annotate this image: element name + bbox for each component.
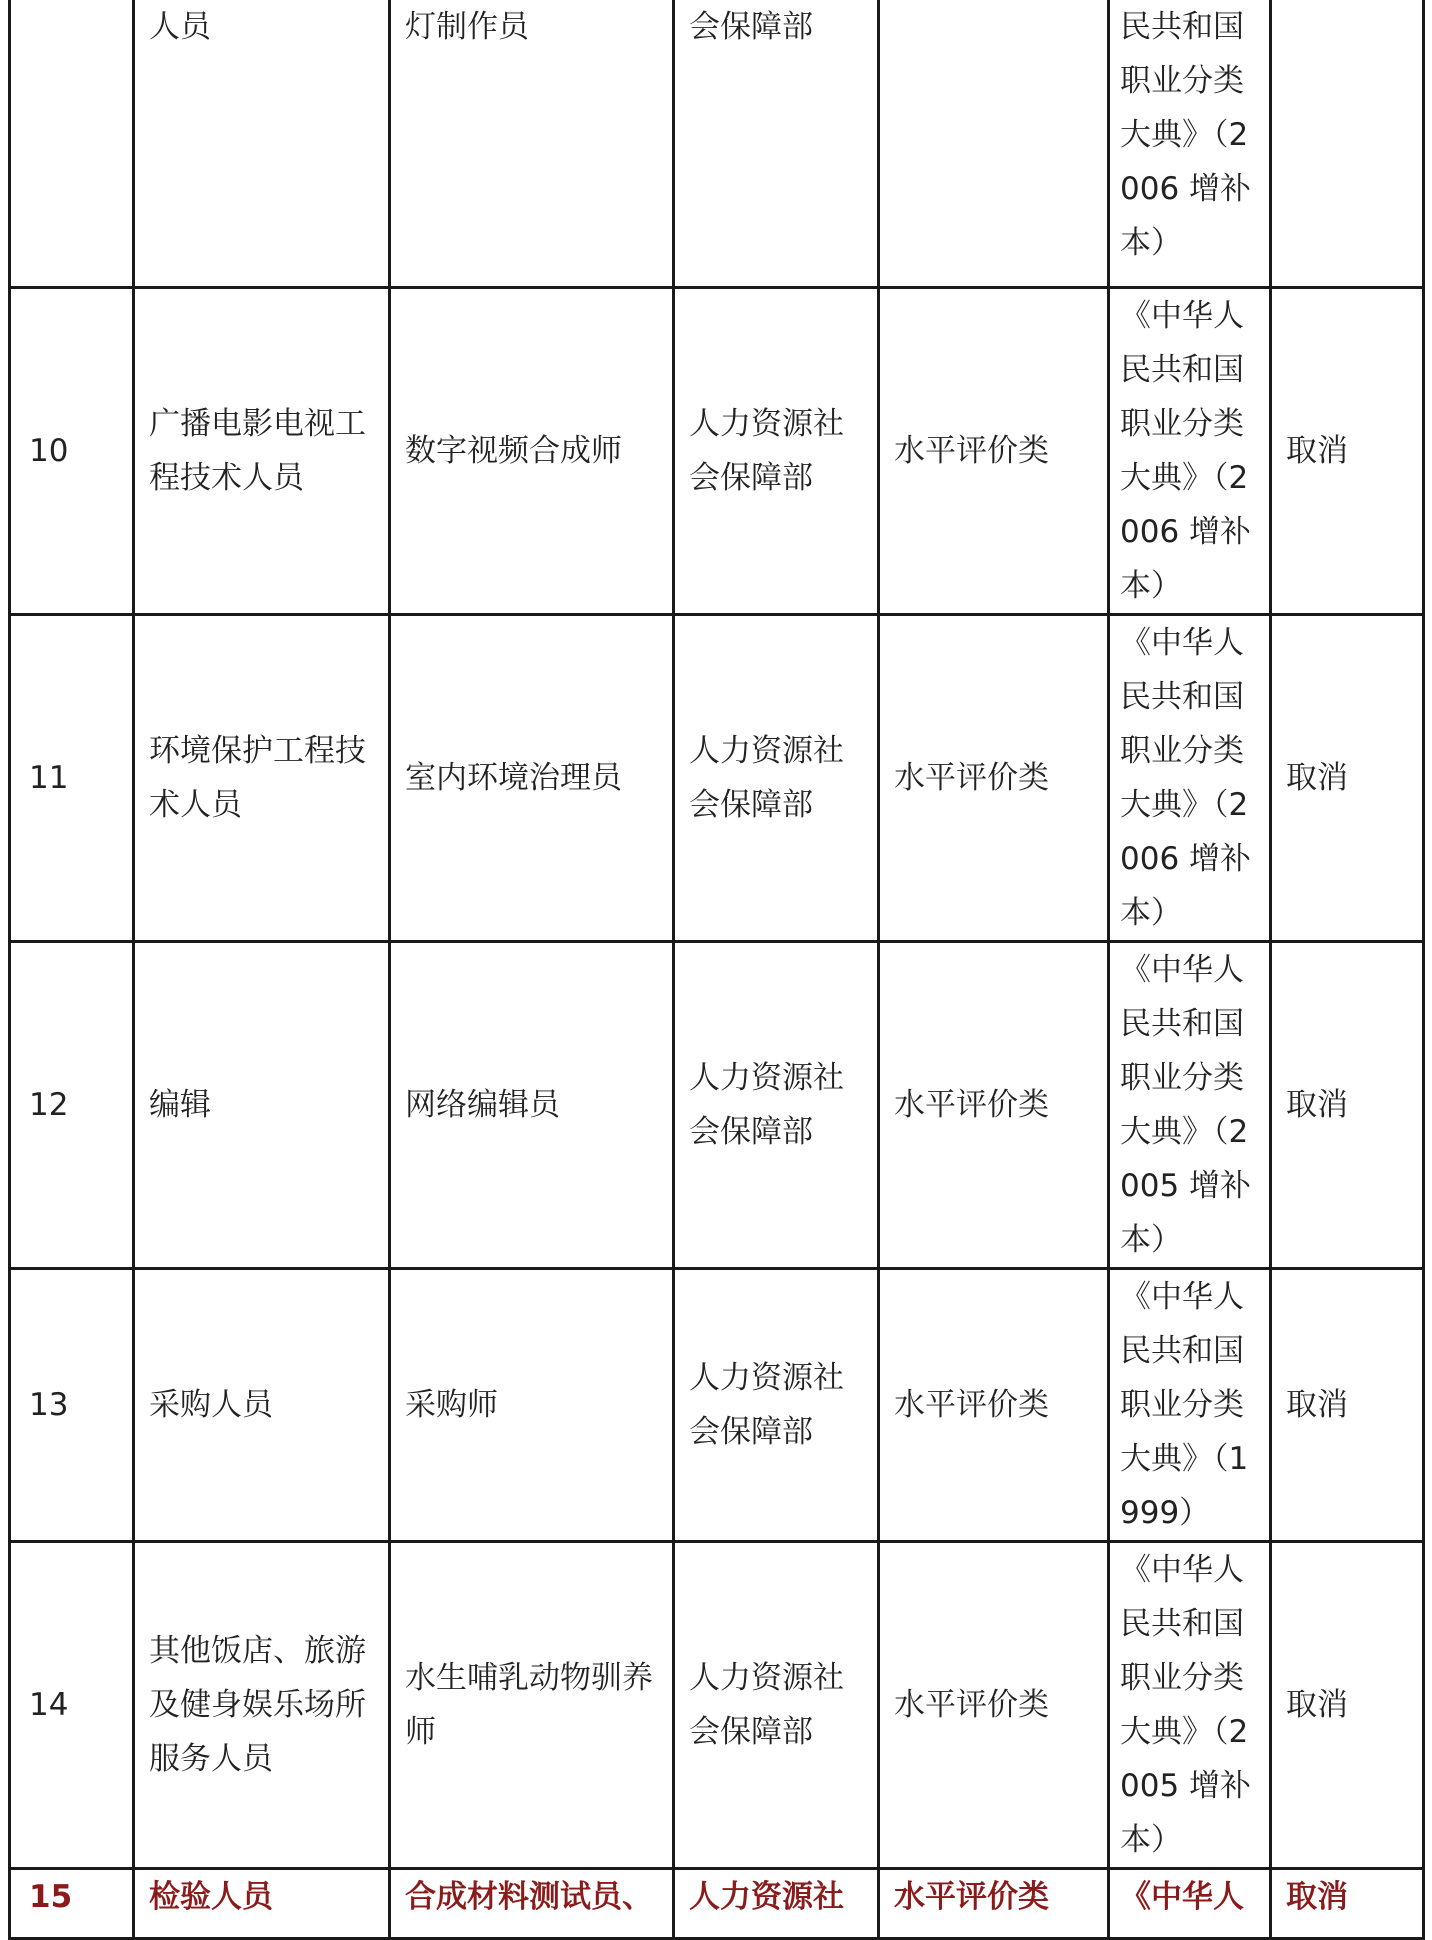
occupation-cell: 采购师 [390,1269,674,1542]
table-row [10,942,1424,1269]
source-cell: 《中华人民共和国职业分类大典》（2005 增补本） [1109,942,1271,1269]
category-cell: 编辑 [134,942,390,1269]
action-cell: 取消 [1271,1269,1424,1542]
occupation-cell: 数字视频合成师 [390,288,674,615]
category-cell: 环境保护工程技术人员 [134,615,390,942]
occupation-catalog-table [8,0,1425,1940]
table-row [10,615,1424,942]
occupation-cell: 合成材料测试员、 [390,1869,674,1939]
type-cell: 水平评价类 [879,942,1109,1269]
department-cell: 人力资源社 [674,1869,879,1939]
source-cell: 《中华人民共和国职业分类大典》（2006 增补本） [1109,288,1271,615]
type-cell: 水平评价类 [879,1542,1109,1869]
type-cell: 水平评价类 [879,1269,1109,1542]
type-cell: 水平评价类 [879,615,1109,942]
occupation-cell: 水生哺乳动物驯养师 [390,1542,674,1869]
source-cell: 《中华人民共和国职业分类大典》（1999） [1109,1269,1271,1542]
table-row [10,0,1424,288]
source-cell: 《中华人民共和国职业分类大典》（2006 增补本） [1109,615,1271,942]
department-cell: 人力资源社会保障部 [674,1269,879,1542]
action-cell [1271,0,1424,288]
source-cell: 《中华人民共和国职业分类大典》（2005 增补本） [1109,1542,1271,1869]
row-number-cell [10,0,134,288]
action-cell: 取消 [1271,288,1424,615]
source-cell: 《中华人 [1109,1869,1271,1939]
category-cell: 其他饭店、旅游及健身娱乐场所服务人员 [134,1542,390,1869]
action-cell: 取消 [1271,1542,1424,1869]
occupation-cell: 网络编辑员 [390,942,674,1269]
row-number-cell: 14 [10,1542,134,1869]
action-cell: 取消 [1271,615,1424,942]
department-cell: 人力资源社会保障部 [674,1542,879,1869]
source-cell: 民共和国职业分类大典》（2006 增补本） [1109,0,1271,288]
department-cell: 人力资源社会保障部 [674,615,879,942]
type-cell: 水平评价类 [879,1869,1109,1939]
department-cell: 会保障部 [674,0,879,288]
category-cell: 广播电影电视工程技术人员 [134,288,390,615]
row-number-cell: 11 [10,615,134,942]
category-cell: 采购人员 [134,1269,390,1542]
action-cell: 取消 [1271,1869,1424,1939]
table-row-highlighted [10,1869,1424,1939]
row-number-cell: 10 [10,288,134,615]
type-cell [879,0,1109,288]
row-number-cell: 12 [10,942,134,1269]
table-row [10,288,1424,615]
category-cell: 检验人员 [134,1869,390,1939]
table-row [10,1269,1424,1542]
action-cell: 取消 [1271,942,1424,1269]
department-cell: 人力资源社会保障部 [674,942,879,1269]
type-cell: 水平评价类 [879,288,1109,615]
table-row [10,1542,1424,1869]
row-number-cell: 13 [10,1269,134,1542]
occupation-cell: 灯制作员 [390,0,674,288]
occupation-cell: 室内环境治理员 [390,615,674,942]
department-cell: 人力资源社会保障部 [674,288,879,615]
category-cell: 人员 [134,0,390,288]
row-number-cell: 15 [10,1869,134,1939]
